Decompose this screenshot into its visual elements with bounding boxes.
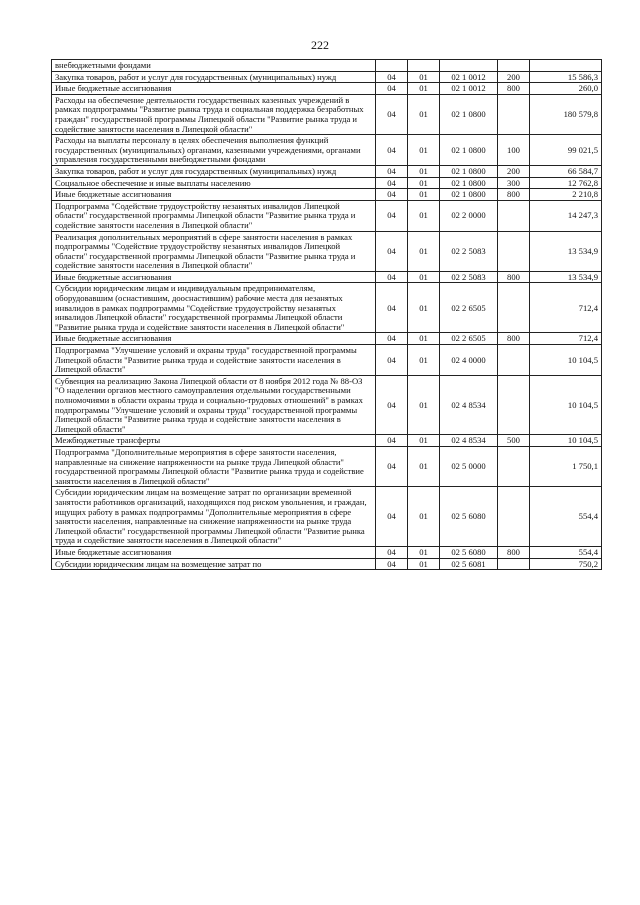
amount-cell: 554,4 — [530, 487, 602, 547]
target-article-cell — [440, 60, 498, 72]
table-row — [52, 177, 602, 189]
amount-cell: 10 104,5 — [530, 375, 602, 435]
expense-name-cell: Расходы на выплаты персоналу в целях обеспечения выполнения функций государственных (муниципальных) органами, казенными учреждениями, органами управления государственными внебюджетными фондами — [52, 135, 376, 166]
table-row — [52, 558, 602, 570]
expense-name-cell: Расходы на обеспечение деятельности государственных казенных учреждений в рамках подпрограммы "Развитие рынка труда и социальная поддержка безработных граждан" государственной программы Липецкой области "Развитие рынка труда и содействие занятости населения в Липецкой области" — [52, 94, 376, 134]
expense-type-cell: 200 — [498, 71, 530, 83]
target-article-cell: 02 5 6081 — [440, 558, 498, 570]
expense-name-cell: Социальное обеспечение и иные выплаты населению — [52, 177, 376, 189]
table-row — [52, 60, 602, 72]
target-article-cell: 02 1 0012 — [440, 71, 498, 83]
target-article-cell: 02 1 0800 — [440, 94, 498, 134]
target-article-cell: 02 2 6505 — [440, 333, 498, 345]
expense-type-cell: 800 — [498, 271, 530, 283]
expense-type-cell — [498, 345, 530, 376]
expense-type-cell — [498, 94, 530, 134]
expense-name-cell: Закупка товаров, работ и услуг для государственных (муниципальных) нужд — [52, 71, 376, 83]
expense-type-cell: 800 — [498, 83, 530, 95]
expense-type-cell — [498, 558, 530, 570]
target-article-cell: 02 5 0000 — [440, 446, 498, 486]
ministry-code-cell: 04 — [376, 231, 408, 271]
section-code-cell: 01 — [408, 333, 440, 345]
expense-type-cell: 800 — [498, 546, 530, 558]
target-article-cell: 02 1 0800 — [440, 165, 498, 177]
ministry-code-cell: 04 — [376, 558, 408, 570]
table-row — [52, 446, 602, 486]
expense-type-cell: 300 — [498, 177, 530, 189]
budget-table-body — [52, 60, 602, 570]
ministry-code-cell: 04 — [376, 135, 408, 166]
section-code-cell: 01 — [408, 271, 440, 283]
target-article-cell: 02 4 8534 — [440, 435, 498, 447]
section-code-cell: 01 — [408, 200, 440, 231]
target-article-cell: 02 5 6080 — [440, 546, 498, 558]
expense-name-cell: Субсидии юридическим лицам на возмещение затрат по организации временной занятости работников организаций, находящихся под риском увольнения, и граждан, ищущих работу в рамках подпрограммы "Дополнительные мероприятия в сфере занятости населения, направленные на снижение напряженности на рынке труда Липецкой области" государственной программы Липецкой области "Развитие рынка труда и содействие занятости населения в Липецкой области" — [52, 487, 376, 547]
amount-cell: 712,4 — [530, 333, 602, 345]
amount-cell: 10 104,5 — [530, 435, 602, 447]
ministry-code-cell: 04 — [376, 71, 408, 83]
amount-cell: 180 579,8 — [530, 94, 602, 134]
ministry-code-cell: 04 — [376, 165, 408, 177]
expense-name-cell: Иные бюджетные ассигнования — [52, 546, 376, 558]
table-row — [52, 135, 602, 166]
table-row — [52, 487, 602, 547]
ministry-code-cell: 04 — [376, 94, 408, 134]
expense-name-cell: Иные бюджетные ассигнования — [52, 189, 376, 201]
amount-cell: 10 104,5 — [530, 345, 602, 376]
ministry-code-cell: 04 — [376, 283, 408, 333]
table-row — [52, 189, 602, 201]
ministry-code-cell: 04 — [376, 271, 408, 283]
section-code-cell: 01 — [408, 189, 440, 201]
section-code-cell: 01 — [408, 135, 440, 166]
expense-name-cell: Подпрограмма "Содействие трудоустройству незанятых инвалидов Липецкой области" государственной программы Липецкой области "Развитие рынка труда и содействие занятости населения в Липецкой области" — [52, 200, 376, 231]
expense-name-cell: Субсидии юридическим лицам и индивидуальным предпринимателям, оборудовавшим (оснастившим, дооснастившим) рабочие места для незанятых инвалидов в рамках подпрограммы "Содействие трудоустройству незанятых инвалидов Липецкой области" государственной программы Липецкой области "Развитие рынка труда и содействие занятости населения в Липецкой области" — [52, 283, 376, 333]
expense-name-cell: внебюджетными фондами — [52, 60, 376, 72]
section-code-cell: 01 — [408, 558, 440, 570]
expense-type-cell: 200 — [498, 165, 530, 177]
section-code-cell: 01 — [408, 375, 440, 435]
table-row — [52, 345, 602, 376]
ministry-code-cell: 04 — [376, 435, 408, 447]
amount-cell: 14 247,3 — [530, 200, 602, 231]
expense-type-cell — [498, 60, 530, 72]
target-article-cell: 02 4 0000 — [440, 345, 498, 376]
target-article-cell: 02 2 5083 — [440, 271, 498, 283]
ministry-code-cell: 04 — [376, 200, 408, 231]
ministry-code-cell: 04 — [376, 189, 408, 201]
target-article-cell: 02 1 0800 — [440, 189, 498, 201]
table-row — [52, 375, 602, 435]
target-article-cell: 02 2 5083 — [440, 231, 498, 271]
table-row — [52, 283, 602, 333]
table-row — [52, 271, 602, 283]
table-row — [52, 71, 602, 83]
section-code-cell: 01 — [408, 283, 440, 333]
expense-name-cell: Подпрограмма "Улучшение условий и охраны труда" государственной программы Липецкой области "Развитие рынка труда и содействие занятости населения в Липецкой области" — [52, 345, 376, 376]
ministry-code-cell: 04 — [376, 446, 408, 486]
section-code-cell: 01 — [408, 177, 440, 189]
expense-name-cell: Реализация дополнительных мероприятий в сфере занятости населения в рамках подпрограммы "Содействие трудоустройству незанятых инвалидов Липецкой области" государственной программы Липецкой области "Развитие рынка труда и содействие занятости населения в Липецкой области" — [52, 231, 376, 271]
expense-type-cell: 800 — [498, 189, 530, 201]
amount-cell: 15 586,3 — [530, 71, 602, 83]
amount-cell: 13 534,9 — [530, 271, 602, 283]
target-article-cell: 02 1 0012 — [440, 83, 498, 95]
section-code-cell: 01 — [408, 345, 440, 376]
expense-type-cell — [498, 446, 530, 486]
expense-name-cell: Закупка товаров, работ и услуг для государственных (муниципальных) нужд — [52, 165, 376, 177]
table-row — [52, 231, 602, 271]
table-row — [52, 83, 602, 95]
ministry-code-cell: 04 — [376, 375, 408, 435]
amount-cell: 99 021,5 — [530, 135, 602, 166]
table-row — [52, 546, 602, 558]
expense-name-cell: Межбюджетные трансферты — [52, 435, 376, 447]
page-number: 222 — [311, 38, 329, 52]
ministry-code-cell: 04 — [376, 345, 408, 376]
amount-cell: 13 534,9 — [530, 231, 602, 271]
target-article-cell: 02 1 0800 — [440, 177, 498, 189]
amount-cell: 1 750,1 — [530, 446, 602, 486]
section-code-cell: 01 — [408, 435, 440, 447]
expense-type-cell — [498, 283, 530, 333]
table-row — [52, 333, 602, 345]
target-article-cell: 02 4 8534 — [440, 375, 498, 435]
section-code-cell: 01 — [408, 83, 440, 95]
table-row — [52, 200, 602, 231]
amount-cell: 554,4 — [530, 546, 602, 558]
target-article-cell: 02 2 6505 — [440, 283, 498, 333]
section-code-cell: 01 — [408, 446, 440, 486]
section-code-cell: 01 — [408, 165, 440, 177]
expense-type-cell — [498, 487, 530, 547]
amount-cell: 66 584,7 — [530, 165, 602, 177]
ministry-code-cell: 04 — [376, 546, 408, 558]
section-code-cell: 01 — [408, 231, 440, 271]
amount-cell: 2 210,8 — [530, 189, 602, 201]
ministry-code-cell — [376, 60, 408, 72]
ministry-code-cell: 04 — [376, 83, 408, 95]
ministry-code-cell: 04 — [376, 487, 408, 547]
expense-type-cell — [498, 375, 530, 435]
target-article-cell: 02 1 0800 — [440, 135, 498, 166]
section-code-cell — [408, 60, 440, 72]
expense-name-cell: Иные бюджетные ассигнования — [52, 271, 376, 283]
amount-cell: 12 762,8 — [530, 177, 602, 189]
expense-type-cell — [498, 231, 530, 271]
budget-table — [51, 59, 602, 570]
section-code-cell: 01 — [408, 546, 440, 558]
amount-cell — [530, 60, 602, 72]
expense-type-cell — [498, 200, 530, 231]
table-row — [52, 435, 602, 447]
section-code-cell: 01 — [408, 487, 440, 547]
table-row — [52, 165, 602, 177]
amount-cell: 750,2 — [530, 558, 602, 570]
expense-type-cell: 500 — [498, 435, 530, 447]
expense-name-cell: Субвенция на реализацию Закона Липецкой области от 8 ноября 2012 года № 88-ОЗ "О наделении органов местного самоуправления отдельными государственными полномочиями в области охраны труда и социально-трудовых отношений" в рамках подпрограммы "Улучшение условий и охраны труда" государственной программы Липецкой области "Развитие рынка труда и содействие занятости населения в Липецкой области" — [52, 375, 376, 435]
target-article-cell: 02 2 0000 — [440, 200, 498, 231]
expense-name-cell: Подпрограмма "Дополнительные мероприятия в сфере занятости населения, направленные на снижение напряженности на рынке труда Липецкой области" государственной программы Липецкой области "Развитие рынка труда и содействие занятости населения в Липецкой области" — [52, 446, 376, 486]
expense-type-cell: 800 — [498, 333, 530, 345]
target-article-cell: 02 5 6080 — [440, 487, 498, 547]
table-row — [52, 94, 602, 134]
ministry-code-cell: 04 — [376, 333, 408, 345]
expense-name-cell: Иные бюджетные ассигнования — [52, 333, 376, 345]
section-code-cell: 01 — [408, 94, 440, 134]
expense-name-cell: Иные бюджетные ассигнования — [52, 83, 376, 95]
expense-name-cell: Субсидии юридическим лицам на возмещение затрат по — [52, 558, 376, 570]
ministry-code-cell: 04 — [376, 177, 408, 189]
section-code-cell: 01 — [408, 71, 440, 83]
amount-cell: 712,4 — [530, 283, 602, 333]
amount-cell: 260,0 — [530, 83, 602, 95]
expense-type-cell: 100 — [498, 135, 530, 166]
